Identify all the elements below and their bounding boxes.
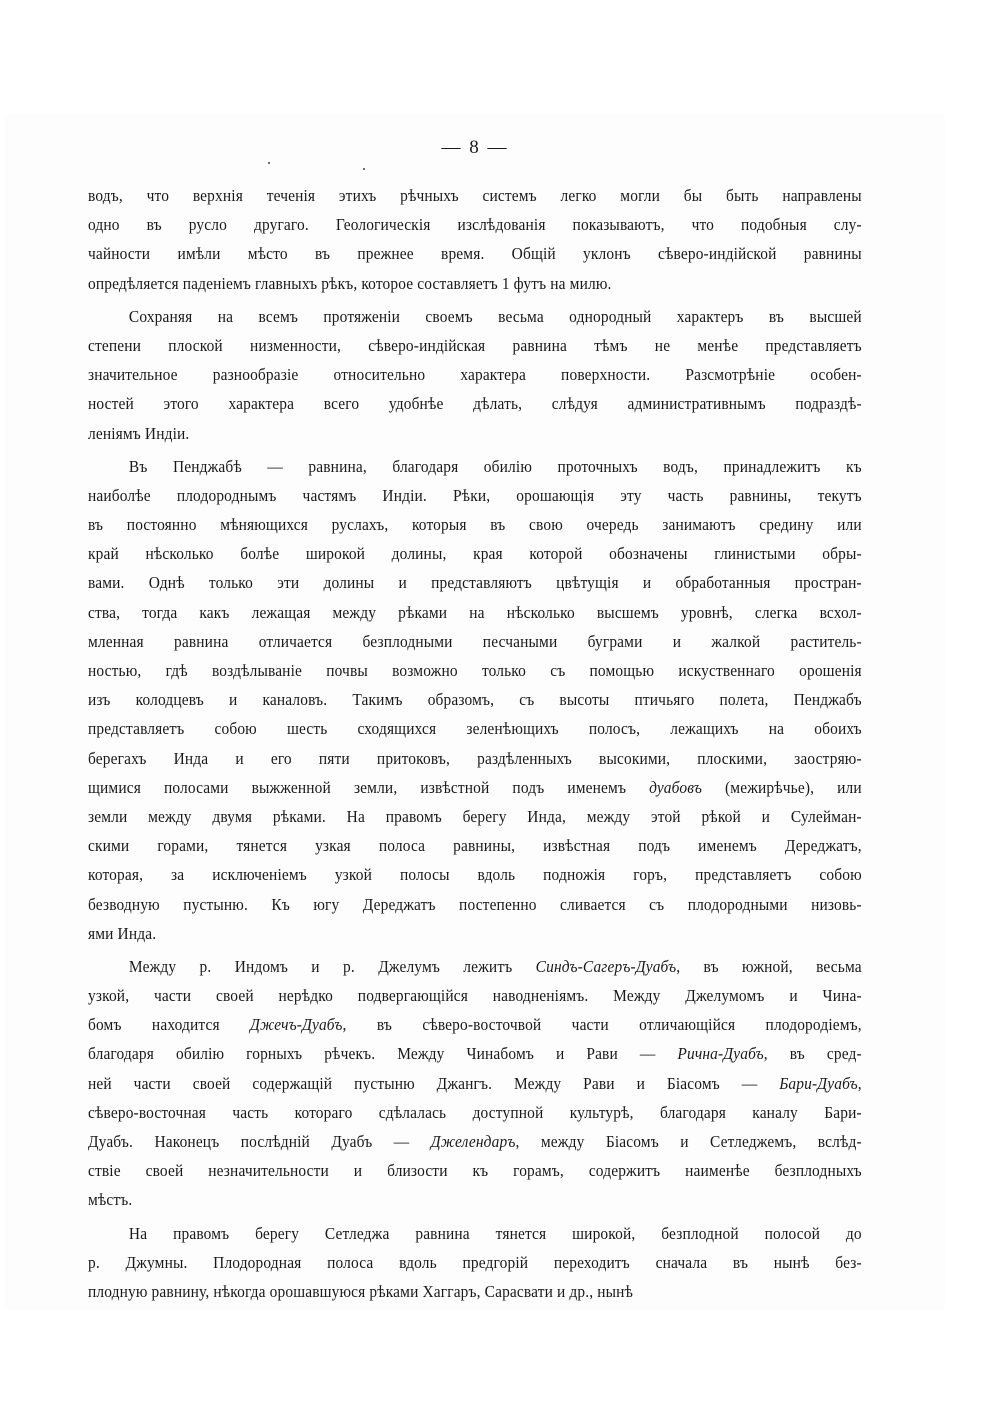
paragraph xyxy=(88,452,862,948)
text-line: ствіе своей незначительности и близости къ горамъ, содержитъ наименѣе безплодныхъ xyxy=(88,1161,862,1181)
italic-term: Джечъ-Дуабъ xyxy=(250,1015,343,1035)
text-line: Дуабъ. Наконецъ послѣдній Дуабъ — Джелендаръ, между Біасомъ и Сетледжемъ, вслѣд- xyxy=(88,1132,862,1151)
text-line: которая, за исключеніемъ узкой полосы вдоль подножія горъ, представляетъ собою xyxy=(88,865,862,885)
italic-term: Джелендаръ xyxy=(430,1132,516,1151)
scan-speck xyxy=(268,162,270,164)
text-line: сѣверо-восточная часть котораго сдѣлалась доступной культурѣ, благодаря каналу Бари- xyxy=(88,1102,862,1122)
text-line: плодную равнину, нѣкогда орошавшуюся рѣками Хаггаръ, Сарасвати и др., нынѣ xyxy=(88,1281,634,1301)
text-line: Въ Пенджабѣ — равнина, благодаря обилію проточныхъ водъ, принадлежитъ къ xyxy=(128,456,862,476)
text-line: водъ, что верхнія теченія этихъ рѣчныхъ системъ легко могли бы быть направлены xyxy=(88,186,862,205)
text-line: ства, тогда какъ лежащая между рѣками на нѣсколько высшемъ уровнѣ, слегка всхол- xyxy=(88,602,862,622)
text-line: мѣстъ. xyxy=(88,1190,133,1210)
text-line: въ постоянно мѣняющихся руслахъ, которыя въ свою очередь занимаютъ средину или xyxy=(88,515,862,535)
text-line: вами. Однѣ только эти долины и представляютъ цвѣтущія и обработанныя простран- xyxy=(88,573,862,593)
text-line: ностью, гдѣ воздѣлываніе почвы возможно только съ помощью искуственнаго орошенія xyxy=(88,661,862,680)
italic-term: дуабовъ xyxy=(649,777,703,797)
text-line: узкой, части своей нерѣдко подвергающійся наводненіямъ. Между Джелумомъ и Чина- xyxy=(88,986,862,1006)
text-line: Между р. Индомъ и р. Джелумъ лежитъ Синдъ-Сагеръ-Дуабъ, въ южной, весьма xyxy=(128,956,862,976)
scan-speck xyxy=(363,168,365,170)
paragraph xyxy=(88,302,862,448)
italic-term: Синдъ-Сагеръ-Дуабъ xyxy=(535,956,677,976)
text-line: благодаря обилію горныхъ рѣчекъ. Между Чинабомъ и Рави — Рична-Дуабъ, въ сред- xyxy=(88,1044,862,1064)
paragraph xyxy=(88,1219,862,1307)
text-line: На правомъ берегу Сетледжа равнина тянется широкой, безплодной полосой до xyxy=(128,1223,862,1243)
text-line: Сохраняя на всемъ протяженіи своемъ весьма однородный характеръ въ высшей xyxy=(128,306,862,326)
text-line: ней части своей содержащій пустыню Джангъ. Между Рави и Біасомъ — Бари-Дуабъ, xyxy=(88,1073,862,1093)
text-line: опредѣляется паденіемъ главныхъ рѣкъ, которое составляетъ 1 футъ на милю. xyxy=(88,273,612,293)
text-line: земли между двумя рѣками. На правомъ берегу Инда, между этой рѣкой и Сулейман- xyxy=(88,806,862,826)
text-line: наиболѣе плодороднымъ частямъ Индіи. Рѣки, орошающія эту часть равнины, текутъ xyxy=(88,485,862,505)
text-line: щимися полосами выжженной земли, извѣстной подъ именемъ дуабовъ (межирѣчье), или xyxy=(88,777,862,797)
paragraph xyxy=(88,181,862,298)
text-line: скими горами, тянется узкая полоса равнины, извѣстная подъ именемъ Дереджатъ, xyxy=(88,836,862,856)
text-line: значительное разнообразіе относительно характера поверхности. Разсмотрѣніе особен- xyxy=(88,365,862,385)
text-line: берегахъ Инда и его пяти притоковъ, раздѣленныхъ высокими, плоскими, заостряю- xyxy=(88,748,862,768)
italic-term: Рична-Дуабъ xyxy=(677,1044,764,1064)
text-line: мленная равнина отличается безплодными песчаными буграми и жалкой раститель- xyxy=(88,631,862,651)
text-line: ями Инда. xyxy=(88,923,157,943)
italic-term: Бари-Дуабъ xyxy=(779,1073,858,1093)
text-line: р. Джумны. Плодородная полоса вдоль предгорій переходитъ сначала въ нынѣ без- xyxy=(88,1252,862,1272)
page-number: — 8 — xyxy=(441,137,509,158)
document-body xyxy=(88,181,862,1306)
text-line: ностей этого характера всего удобнѣе дѣлать, слѣдуя административнымъ подраздѣ- xyxy=(88,394,862,414)
text-line: край нѣсколько болѣе широкой долины, края которой обозначены глинистыми обры- xyxy=(88,544,862,564)
paragraph xyxy=(88,952,862,1215)
text-line: степени плоской низменности, сѣверо-индійская равнина тѣмъ не менѣе представляетъ xyxy=(88,335,862,355)
text-line: бомъ находится Джечъ-Дуабъ, въ сѣверо-восточвой части отличающійся плодородіемъ, xyxy=(88,1015,862,1035)
text-line: леніямъ Индіи. xyxy=(88,423,190,443)
text-line: одно въ русло другаго. Геологическія изслѣдованія показываютъ, что подобныя слу- xyxy=(88,215,862,235)
text-line: безводную пустыню. Къ югу Дереджатъ постепенно сливается съ плодородными низовь- xyxy=(88,894,862,914)
text-line: изъ колодцевъ и каналовъ. Такимъ образомъ, съ высоты птичьяго полета, Пенджабъ xyxy=(88,690,862,710)
text-line: представляетъ собою шесть сходящихся зеленѣющихъ полосъ, лежащихъ на обоихъ xyxy=(88,719,862,739)
text-line: чайности имѣли мѣсто въ прежнее время. Общій уклонъ сѣверо-индійской равнины xyxy=(88,244,862,264)
